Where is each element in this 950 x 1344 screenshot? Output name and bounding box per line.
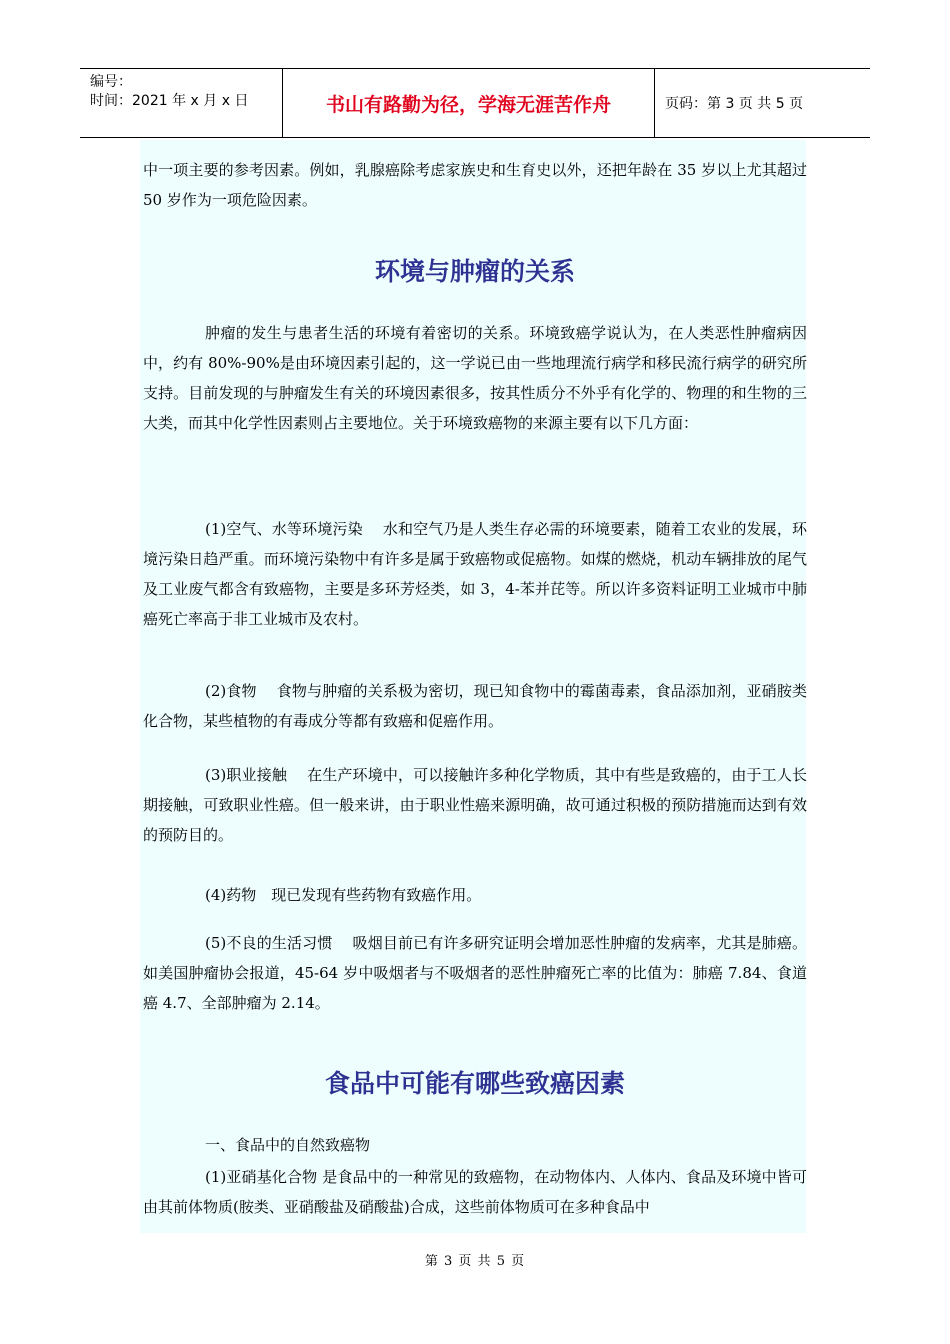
time-label: 时间：2021 年 x 月 x 日 bbox=[90, 93, 249, 109]
heading-environment: 环境与肿瘤的关系 bbox=[374, 257, 575, 286]
paragraph-environment-5: (4)药物 现已发现有些药物有致癌作用。 bbox=[205, 886, 482, 904]
paragraph-environment-6: (5)不良的生活习惯 吸烟目前已有许多研究证明会增加恶性肿瘤的发病率，尤其是肺癌。如美国肿瘤协会报道，45-64 岁中吸烟者与不吸烟者的恶性肿瘤死亡率的比值为：肺癌 7.84、食道癌 4.7、全部肿瘤为 2.14。 bbox=[143, 934, 807, 1012]
paragraph-food-1: 一、食品中的自然致癌物 bbox=[205, 1136, 371, 1154]
paragraph-environment-1: 肿瘤的发生与患者生活的环境有着密切的关系。环境致癌学说认为，在人类恶性肿瘤病因中，约有 80%-90%是由环境因素引起的，这一学说已由一些地理流行病学和移民流行病学的研究所支持。目前发现的与肿瘤发生有关的环境因素很多，按其性质分不外乎有化学的、物理的和生物的三大类，而其中化学性因素则占主要地位。关于环境致癌物的来源主要有以下几方面： bbox=[143, 324, 807, 432]
paragraph-environment-3: (2)食物 食物与肿瘤的关系极为密切，现已知食物中的霉菌毒素，食品添加剂，亚硝胺类化合物，某些植物的有毒成分等都有致癌和促癌作用。 bbox=[143, 682, 807, 730]
paragraph-environment-2: (1)空气、水等环境污染 水和空气乃是人类生存必需的环境要素，随着工农业的发展，环境污染日趋严重。而环境污染物中有许多是属于致癌物或促癌物。如煤的燃烧，机动车辆排放的尾气及工业废气都含有致癌物，主要是多环芳烃类，如 3，4-苯并芘等。所以许多资料证明工业城市中肺癌死亡率高于非工业城市及农村。 bbox=[143, 520, 807, 628]
page-footer: 第 3 页 共 5 页 bbox=[424, 1254, 526, 1269]
number-label: 编号： bbox=[90, 74, 132, 90]
paragraph-food-2: (1)亚硝基化合物 是食品中的一种常见的致癌物，在动物体内、人体内、食品及环境中皆可由其前体物质(胺类、亚硝酸盐及硝酸盐)合成，这些前体物质可在多种食品中 bbox=[143, 1168, 807, 1216]
header-motto: 书山有路勤为径，学海无涯苦作舟 bbox=[282, 69, 655, 137]
paragraph-environment-4: (3)职业接触 在生产环境中，可以接触许多种化学物质，其中有些是致癌的，由于工人长期接触，可致职业性癌。但一般来讲，由于职业性癌来源明确，故可通过积极的预防措施而达到有效的预防目的。 bbox=[143, 766, 807, 844]
paragraph-intro: 中一项主要的参考因素。例如，乳腺癌除考虑家族史和生育史以外，还把年龄在 35 岁以上尤其超过 50 岁作为一项危险因素。 bbox=[143, 161, 807, 209]
document-header bbox=[80, 68, 870, 138]
header-meta-cell bbox=[80, 69, 282, 137]
header-page-info: 页码：第 3 页 共 5 页 bbox=[665, 96, 804, 112]
heading-food: 食品中可能有哪些致癌因素 bbox=[324, 1069, 625, 1098]
